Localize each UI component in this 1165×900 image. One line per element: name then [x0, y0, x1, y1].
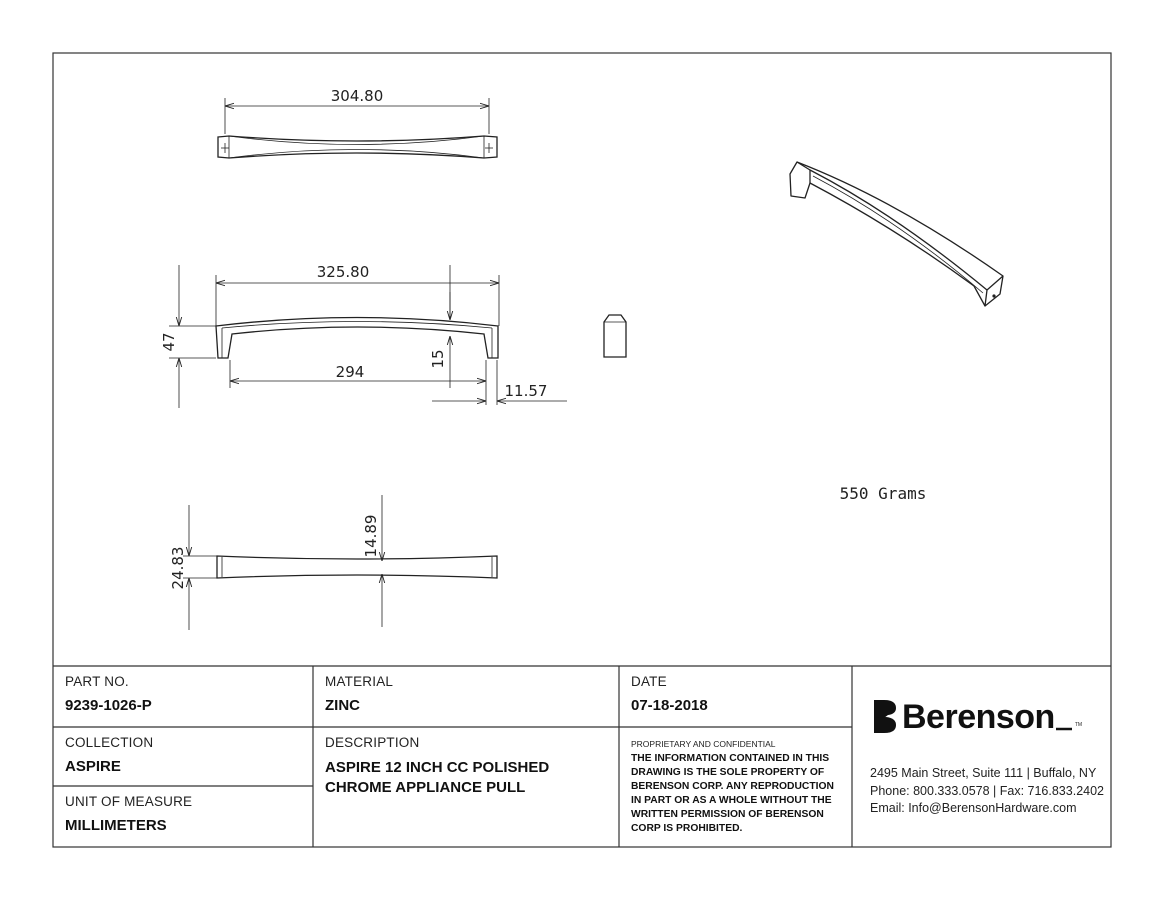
company-address: 2495 Main Street, Suite 111 | Buffalo, NY — [870, 766, 1097, 780]
berenson-mark-icon — [872, 698, 898, 734]
foot-width-label: 11.57 — [504, 382, 548, 400]
mid-width-label: 14.89 — [362, 514, 380, 558]
part-no-label: PART NO. — [65, 674, 129, 689]
material-label: MATERIAL — [325, 674, 394, 689]
uom-label: UNIT OF MEASURE — [65, 794, 193, 809]
top-length-label: 304.80 — [330, 87, 384, 105]
weight-label: 550 Grams — [839, 484, 927, 503]
date-label: DATE — [631, 674, 667, 689]
company-contact — [870, 765, 1104, 818]
collection-cell — [53, 727, 313, 786]
brand-underline — [1056, 721, 1072, 731]
end-width-label: 24.83 — [169, 546, 187, 590]
uom-cell — [53, 786, 313, 847]
proprietary-text: THE INFORMATION CONTAINED IN THIS DRAWING IS THE SOLE PROPERTY OF BERENSON CORP. ANY REPRODUCTION IN PART OR AS A WHOLE WITHOUT THE WRITTEN PERMISSION OF BERENSON CORP IS PROHIBITED. — [631, 753, 834, 835]
uom-value: MILLIMETERS — [65, 817, 167, 834]
part-no-value: 9239-1026-P — [65, 697, 152, 714]
company-name: Berenson — [902, 698, 1055, 736]
company-phone-fax: Phone: 800.333.0578 | Fax: 716.833.2402 — [870, 783, 1104, 798]
description-label: DESCRIPTION — [325, 735, 420, 750]
collection-value: ASPIRE — [65, 758, 121, 775]
proprietary-cell — [619, 727, 852, 847]
part-no-cell — [53, 666, 313, 727]
height-label: 47 — [160, 332, 178, 352]
top-view — [218, 98, 497, 158]
material-cell — [313, 666, 619, 727]
trademark-mark: TM — [1074, 722, 1083, 728]
description-value: ASPIRE 12 INCH CC POLISHED CHROME APPLIANCE PULL — [325, 759, 550, 796]
company-email[interactable]: Email: Info@BerensonHardware.com — [870, 801, 1077, 815]
collection-label: COLLECTION — [65, 735, 154, 750]
clearance-label: 15 — [429, 349, 447, 369]
end-view — [604, 315, 626, 357]
overall-length-label: 325.80 — [316, 263, 370, 281]
isometric-view — [790, 162, 1003, 306]
bottom-view — [183, 495, 497, 630]
company-cell — [852, 666, 1111, 847]
material-value: ZINC — [325, 697, 360, 714]
description-cell — [313, 727, 619, 847]
company-logo — [872, 698, 1082, 734]
date-value: 07-18-2018 — [631, 697, 708, 714]
proprietary-heading: PROPRIETARY AND CONFIDENTIAL — [631, 739, 776, 749]
cc-label: 294 — [335, 363, 365, 381]
date-cell — [619, 666, 852, 727]
